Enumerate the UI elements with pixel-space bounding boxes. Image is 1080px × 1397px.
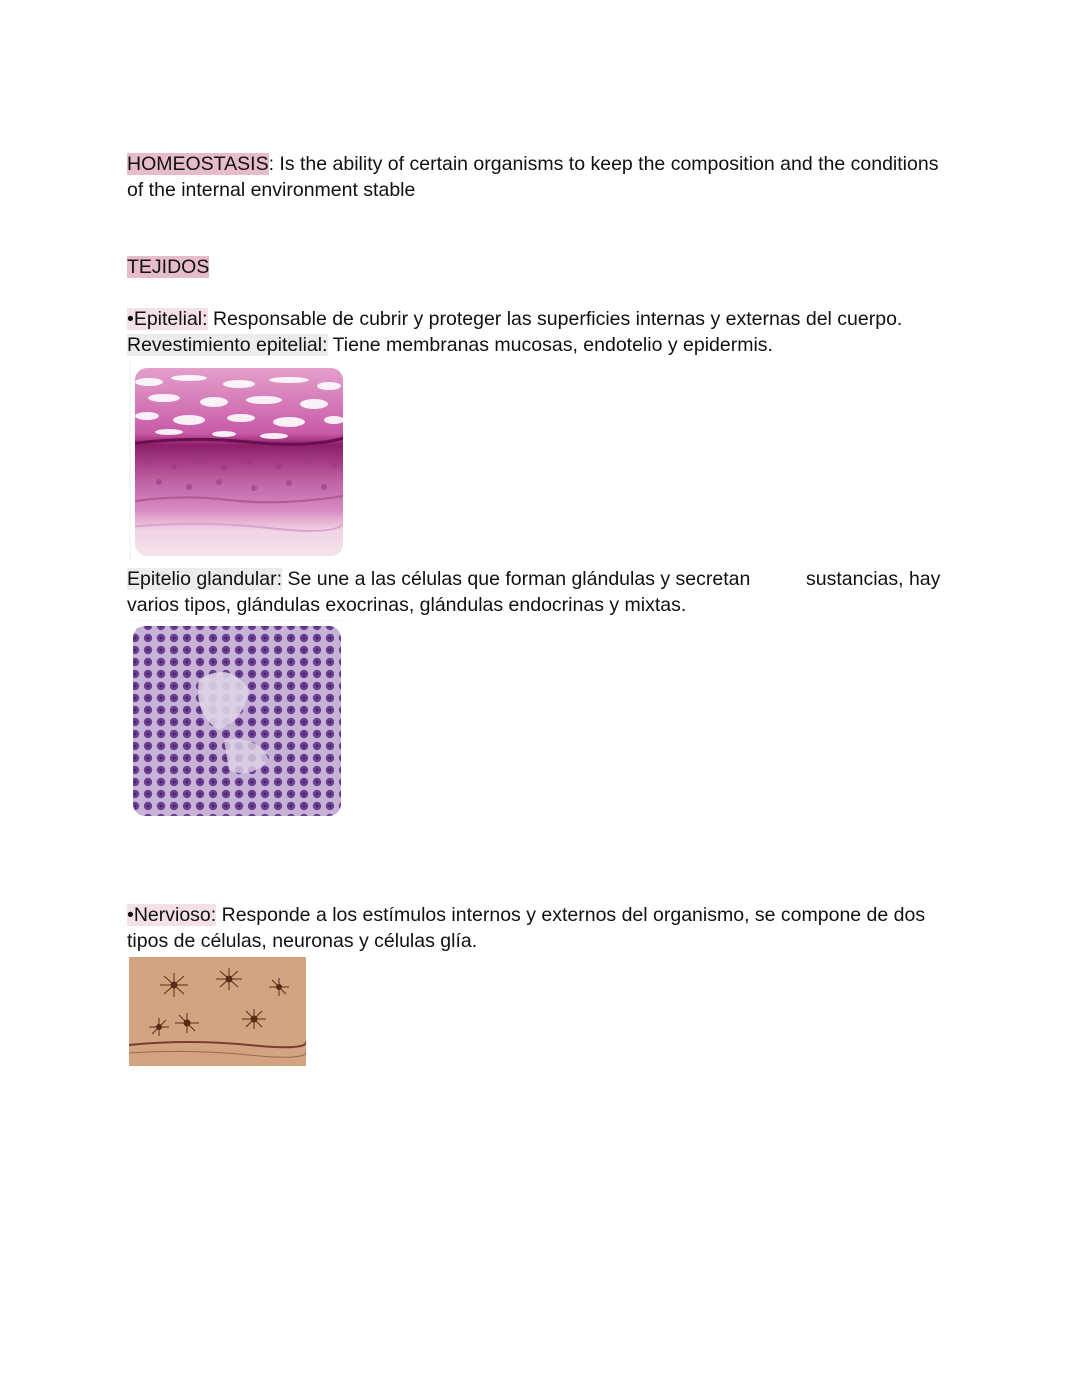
- epitelial-text: Responsable de cubrir y proteger las superficies internas y externas del cuerpo.: [207, 308, 903, 330]
- glandular-micrograph: [129, 620, 346, 818]
- glandular-paragraph: [127, 566, 957, 618]
- epithelium-micrograph: [129, 362, 344, 560]
- glandular-text-b: sustancias, hay: [806, 568, 941, 590]
- glandular-text-a: Se une a las células que forman glándulas y secretan: [282, 568, 751, 590]
- nervous-tissue-micrograph: [129, 957, 306, 1066]
- revestimiento-term: Revestimiento epitelial:: [127, 334, 328, 356]
- homeostasis-text: : Is the ability of certain organisms to keep the composition and the conditions of the internal environment stable: [127, 153, 939, 201]
- revestimiento-text: Tiene membranas mucosas, endotelio y epidermis.: [327, 334, 773, 356]
- nervioso-term: •Nervioso:: [127, 904, 217, 926]
- glandular-text-c: varios tipos, glándulas exocrinas, glándulas endocrinas y mixtas.: [127, 594, 687, 616]
- glandular-term: Epitelio glandular:: [127, 568, 283, 590]
- nervioso-paragraph: [127, 902, 957, 954]
- epitelial-paragraph: [127, 306, 957, 358]
- tejidos-heading-text: TEJIDOS: [127, 256, 210, 278]
- homeostasis-definition: [127, 151, 957, 203]
- homeostasis-term: HOMEOSTASIS: [127, 153, 269, 175]
- nervioso-text: Responde a los estímulos internos y externos del organismo, se compone de dos tipos de células, neuronas y células glía.: [127, 904, 926, 952]
- epitelial-term: •Epitelial:: [127, 308, 208, 330]
- tejidos-heading: [127, 254, 957, 280]
